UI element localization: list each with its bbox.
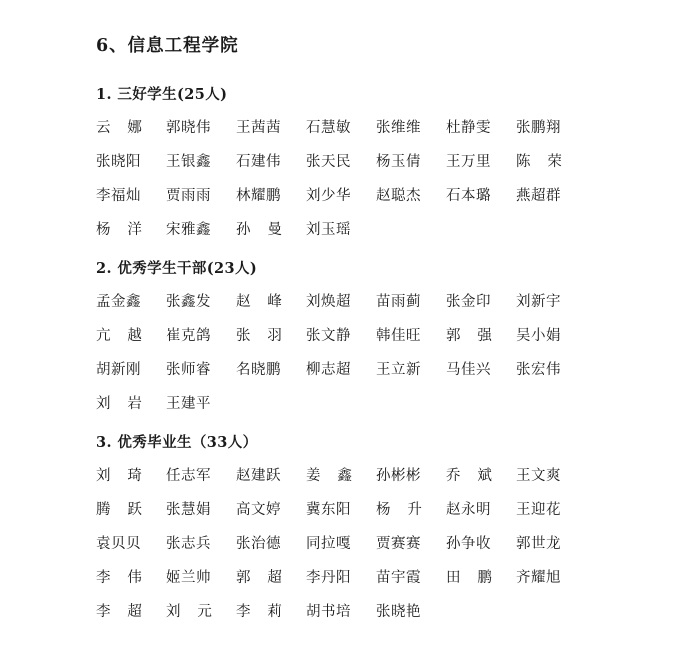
student-name: 李超 bbox=[96, 604, 143, 620]
student-name: 同拉嘎 bbox=[306, 536, 351, 552]
student-name: 云娜 bbox=[96, 120, 143, 136]
name-grid bbox=[96, 290, 586, 413]
student-name: 杨升 bbox=[376, 502, 423, 518]
student-name: 袁贝贝 bbox=[96, 536, 141, 552]
student-name: 李莉 bbox=[236, 604, 283, 620]
award-section bbox=[96, 257, 640, 413]
student-name: 冀东阳 bbox=[306, 502, 351, 518]
student-name: 刘少华 bbox=[306, 188, 351, 204]
student-name: 任志军 bbox=[166, 468, 211, 484]
student-name: 姜鑫 bbox=[306, 468, 353, 484]
student-name: 刘玉瑶 bbox=[306, 222, 351, 238]
student-name: 刘岩 bbox=[96, 396, 143, 412]
student-name: 张金印 bbox=[446, 294, 491, 310]
name-grid bbox=[96, 116, 586, 239]
name-grid bbox=[96, 464, 586, 621]
student-name: 贾雨雨 bbox=[166, 188, 211, 204]
student-name: 亢越 bbox=[96, 328, 143, 344]
student-name: 孙彬彬 bbox=[376, 468, 421, 484]
student-name: 郭强 bbox=[446, 328, 493, 344]
student-name: 石慧敏 bbox=[306, 120, 351, 136]
student-name: 孙曼 bbox=[236, 222, 283, 238]
student-name: 郭超 bbox=[236, 570, 283, 586]
student-name: 马佳兴 bbox=[446, 362, 491, 378]
student-name: 张维维 bbox=[376, 120, 421, 136]
student-name: 柳志超 bbox=[306, 362, 351, 378]
student-name: 孙争收 bbox=[446, 536, 491, 552]
student-name: 张师睿 bbox=[166, 362, 211, 378]
student-name: 孟金鑫 bbox=[96, 294, 141, 310]
student-name: 林耀鹏 bbox=[236, 188, 281, 204]
student-name: 张志兵 bbox=[166, 536, 211, 552]
student-name: 腾跃 bbox=[96, 502, 143, 518]
student-name: 田鹏 bbox=[446, 570, 493, 586]
student-name: 齐耀旭 bbox=[516, 570, 561, 586]
award-section bbox=[96, 431, 640, 621]
student-name: 燕超群 bbox=[516, 188, 561, 204]
student-name: 石本璐 bbox=[446, 188, 491, 204]
student-name: 张宏伟 bbox=[516, 362, 561, 378]
student-name: 名晓鹏 bbox=[236, 362, 281, 378]
student-name: 赵聪杰 bbox=[376, 188, 421, 204]
student-name: 刘焕超 bbox=[306, 294, 351, 310]
student-name: 苗宇霞 bbox=[376, 570, 421, 586]
student-name: 崔克鸽 bbox=[166, 328, 211, 344]
student-name: 刘新宇 bbox=[516, 294, 561, 310]
student-name: 刘元 bbox=[166, 604, 213, 620]
student-name: 苗雨蓟 bbox=[376, 294, 421, 310]
student-name: 李伟 bbox=[96, 570, 143, 586]
student-name: 王迎花 bbox=[516, 502, 561, 518]
student-name: 刘琦 bbox=[96, 468, 143, 484]
student-name: 石建伟 bbox=[236, 154, 281, 170]
student-name: 李福灿 bbox=[96, 188, 141, 204]
student-name: 郭世龙 bbox=[516, 536, 561, 552]
student-name: 王建平 bbox=[166, 396, 211, 412]
student-name: 胡书培 bbox=[306, 604, 351, 620]
student-name: 张鑫发 bbox=[166, 294, 211, 310]
student-name: 王万里 bbox=[446, 154, 491, 170]
student-name: 高文婷 bbox=[236, 502, 281, 518]
section-heading: 1. 三好学生(25人) bbox=[96, 86, 228, 103]
student-name: 赵永明 bbox=[446, 502, 491, 518]
student-name: 王立新 bbox=[376, 362, 421, 378]
student-name: 杨玉倩 bbox=[376, 154, 421, 170]
student-name: 贾赛赛 bbox=[376, 536, 421, 552]
student-name: 赵建跃 bbox=[236, 468, 281, 484]
student-name: 韩佳旺 bbox=[376, 328, 421, 344]
student-name: 胡新刚 bbox=[96, 362, 141, 378]
student-name: 王文爽 bbox=[516, 468, 561, 484]
student-name: 张晓艳 bbox=[376, 604, 421, 620]
student-name: 宋雅鑫 bbox=[166, 222, 211, 238]
student-name: 张羽 bbox=[236, 328, 283, 344]
page-title: 6、信息工程学院 bbox=[96, 36, 239, 56]
student-name: 乔斌 bbox=[446, 468, 493, 484]
student-name: 吴小娟 bbox=[516, 328, 561, 344]
student-name: 张天民 bbox=[306, 154, 351, 170]
student-name: 张鹏翔 bbox=[516, 120, 561, 136]
section-heading: 2. 优秀学生干部(23人) bbox=[96, 260, 258, 277]
student-name: 郭晓伟 bbox=[166, 120, 211, 136]
student-name: 姬兰帅 bbox=[166, 570, 211, 586]
student-name: 赵峰 bbox=[236, 294, 283, 310]
student-name: 张晓阳 bbox=[96, 154, 141, 170]
student-name: 杜静雯 bbox=[446, 120, 491, 136]
student-name: 王银鑫 bbox=[166, 154, 211, 170]
student-name: 张慧娟 bbox=[166, 502, 211, 518]
student-name: 杨洋 bbox=[96, 222, 143, 238]
student-name: 张治德 bbox=[236, 536, 281, 552]
student-name: 陈荣 bbox=[516, 154, 563, 170]
student-name: 王茜茜 bbox=[236, 120, 281, 136]
student-name: 张文静 bbox=[306, 328, 351, 344]
award-section bbox=[96, 83, 640, 239]
student-name: 李丹阳 bbox=[306, 570, 351, 586]
sections-container bbox=[96, 83, 640, 621]
section-heading: 3. 优秀毕业生（33人） bbox=[96, 434, 258, 451]
